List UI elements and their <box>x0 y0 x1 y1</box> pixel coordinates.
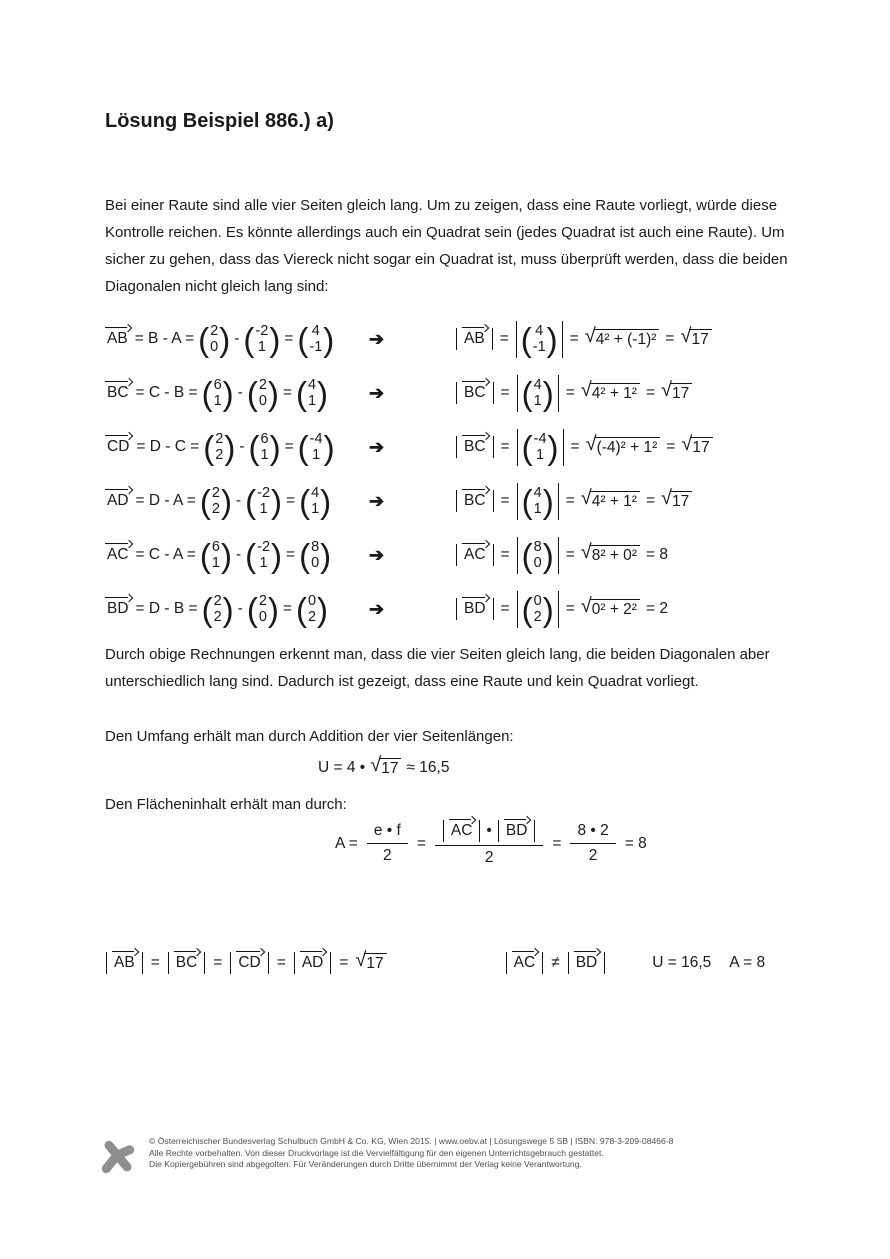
magnitude-vector: ( 0 2 ) <box>517 591 559 628</box>
equals-sign: = <box>665 330 675 347</box>
equals-sign: = <box>500 492 510 509</box>
footer <box>100 1136 673 1178</box>
vector-label: AC <box>107 546 129 563</box>
square-root: √ (-4)² + 1² <box>586 437 661 457</box>
equation-row-ad <box>105 476 713 526</box>
magnitude-label: BD <box>456 598 494 620</box>
summary-sides: AB = BC = CD = AD = √ 17 <box>105 952 387 974</box>
magnitude-label: AB <box>456 328 493 350</box>
square-root: √ 0² + 2² <box>581 599 640 619</box>
vector-label: BC <box>107 384 129 401</box>
intro-paragraph: Bei einer Raute sind alle vier Seiten gleich lang. Um zu zeigen, dass eine Raute vorliegt, würde diese Kontrolle reichen. Es könnte allerdings auch ein Quadrat sein (jedes Quadrat ist auch eine Raute). Um sicher zu gehen, dass das Viereck nicht sogar ein Quadrat ist, muss überprüft werden, dass die beiden Diagonalen nicht gleich lang sind: <box>105 197 788 295</box>
equation-row-bd <box>105 584 713 634</box>
magnitude-label: BC <box>456 436 494 458</box>
column-vector: ( 2 2 ) <box>201 485 231 518</box>
umfang-label: Den Umfang erhält man durch Addition der vier Seitenlängen: <box>105 728 514 745</box>
arrow-right-icon: ➔ <box>369 436 385 457</box>
flaeche-label: Den Flächeninhalt erhält man durch: <box>105 796 347 813</box>
equals-sign: = <box>500 438 510 455</box>
definition-text: = B - A = <box>134 330 195 347</box>
perimeter-value: U = 16,5 <box>652 954 712 971</box>
magnitude-vector: ( 4 -1 ) <box>516 321 563 358</box>
equals-sign: = <box>286 492 296 509</box>
vector-label: CD <box>107 438 130 455</box>
minus-operator: - <box>235 546 242 563</box>
equals-sign: = <box>284 438 294 455</box>
flaeche-formula <box>335 820 647 867</box>
equals-sign: = <box>569 330 579 347</box>
equals-sign: = <box>565 492 575 509</box>
summary-line <box>105 952 825 974</box>
square-root-result: √ 17 <box>661 491 692 511</box>
equals-sign: = <box>645 492 656 509</box>
equals-sign: = <box>284 330 294 347</box>
square-root: √ 8² + 0² <box>581 545 640 565</box>
equals-sign: = <box>645 384 656 401</box>
summary-diagonals: AC ≠ BD <box>505 952 607 974</box>
magnitude-label: AC <box>456 544 494 566</box>
column-vector: ( 6 1 ) <box>250 431 280 464</box>
oebv-logo-icon <box>100 1136 136 1178</box>
definition-text: = C - A = <box>135 546 196 563</box>
equals-sign: = <box>286 546 296 563</box>
equals-sign: = <box>552 834 562 852</box>
vector-label: BD <box>107 600 129 617</box>
definition-text: = D - C = <box>136 438 200 455</box>
equals-sign: = <box>282 384 292 401</box>
flaeche-result: = 8 <box>624 834 647 852</box>
footer-text <box>149 1136 673 1171</box>
umfang-formula <box>318 758 449 778</box>
equation-row-ac <box>105 530 713 580</box>
minus-operator: - <box>237 384 243 401</box>
equals-sign: = <box>416 834 426 852</box>
fraction-numbers: $\frac{8 • 2}{2}$ <box>570 822 615 865</box>
vector-label: AB <box>107 330 128 347</box>
magnitude-label: BC <box>456 382 494 404</box>
footer-line-fees: Die Kopiergebühren sind abgegolten. Für Veränderungen durch Dritte übernimmt der Verlag keine Verantwortung. <box>149 1159 582 1170</box>
arrow-right-icon: ➔ <box>369 544 385 565</box>
column-vector: ( 4 1 ) <box>300 485 330 518</box>
page-title: Lösung Beispiel 886.) a) <box>105 110 334 132</box>
area-value: A = 8 <box>729 954 766 971</box>
square-root-result: √ 17 <box>661 383 692 403</box>
equals-sign: = <box>499 330 509 347</box>
minus-operator: - <box>234 330 240 347</box>
square-root-result: √ 17 <box>681 437 712 457</box>
equals-sign: = <box>570 438 580 455</box>
flaeche-lhs: A = <box>335 834 358 852</box>
equals-sign: = <box>500 546 510 563</box>
magnitude-vector: ( -4 1 ) <box>517 429 564 466</box>
footer-line-copyright: © Österreichischer Bundesverlag Schulbuch GmbH & Co. KG, Wien 2015. | www.oebv.at | Lösungswege 5 SB | ISBN: 978-3-209-08466-8 <box>149 1136 674 1146</box>
fraction-diagonals: AC • BD 2 <box>435 820 544 867</box>
arrow-right-icon: ➔ <box>369 382 385 403</box>
equals-sign: = <box>565 384 575 401</box>
umfang-lhs: U = 4 • <box>318 759 366 776</box>
column-vector: ( 2 0 ) <box>248 593 278 626</box>
arrow-right-icon: ➔ <box>369 598 385 619</box>
vector-label: AD <box>107 492 129 509</box>
column-vector: ( 2 2 ) <box>204 431 234 464</box>
column-vector: ( -2 1 ) <box>246 485 281 518</box>
equals-sign: = <box>500 384 510 401</box>
equation-row-ab <box>105 314 713 364</box>
minus-operator: - <box>237 600 243 617</box>
not-equal-sign: ≠ <box>551 954 560 971</box>
square-root: √ 17 <box>355 953 386 973</box>
column-vector: ( -2 1 ) <box>246 539 281 572</box>
column-vector: ( 2 2 ) <box>203 593 233 626</box>
column-vector: ( 6 1 ) <box>203 377 233 410</box>
footer-line-rights: Alle Rechte vorbehalten. Von dieser Druckvorlage ist die Vervielfältigung für den eigenen Unterrichtsgebrauch gestattet. <box>149 1147 604 1158</box>
column-vector: ( 6 1 ) <box>201 539 231 572</box>
column-vector: ( 2 0 ) <box>248 377 278 410</box>
column-vector: ( 4 1 ) <box>297 377 327 410</box>
equals-sign: = <box>565 600 575 617</box>
column-vector: ( -2 1 ) <box>244 323 279 356</box>
definition-text: = D - A = <box>135 492 196 509</box>
equation-row-cd <box>105 422 713 472</box>
fraction-ef: $\frac{e • f}{2}$ <box>367 822 408 865</box>
column-vector: ( 8 0 ) <box>300 539 330 572</box>
umfang-result: ≈ 16,5 <box>406 759 450 776</box>
magnitude-vector: ( 4 1 ) <box>517 483 559 520</box>
magnitude-label: BC <box>456 490 494 512</box>
minus-operator: - <box>239 438 245 455</box>
arrow-right-icon: ➔ <box>369 490 385 511</box>
equals-sign: = <box>565 546 575 563</box>
square-root: √ 17 <box>370 758 401 778</box>
column-vector: ( 2 0 ) <box>199 323 229 356</box>
column-vector: ( 0 2 ) <box>297 593 327 626</box>
column-vector: ( 4 -1 ) <box>298 323 333 356</box>
definition-text: = D - B = <box>135 600 198 617</box>
column-vector: ( -4 1 ) <box>299 431 334 464</box>
square-root: √ 4² + 1² <box>581 383 640 403</box>
conclusion-paragraph: Durch obige Rechnungen erkennt man, dass die vier Seiten gleich lang, die beiden Diagonalen aber unterschiedlich lang sind. Dadurch ist gezeigt, dass eine Raute und kein Quadrat vorliegt. <box>105 646 770 690</box>
plain-result: = 2 <box>645 600 668 617</box>
equation-row-bc <box>105 368 713 418</box>
plain-result: = 8 <box>645 546 668 563</box>
equals-sign: = <box>282 600 292 617</box>
equals-sign: = <box>666 438 676 455</box>
definition-text: = C - B = <box>135 384 198 401</box>
minus-operator: - <box>235 492 242 509</box>
magnitude-vector: ( 4 1 ) <box>517 375 559 412</box>
square-root: √ 4² + (-1)² <box>585 329 660 349</box>
magnitude-vector: ( 8 0 ) <box>517 537 559 574</box>
equation-block <box>105 314 713 638</box>
arrow-right-icon: ➔ <box>369 328 385 349</box>
square-root: √ 4² + 1² <box>581 491 640 511</box>
equals-sign: = <box>500 600 510 617</box>
square-root-result: √ 17 <box>680 329 711 349</box>
